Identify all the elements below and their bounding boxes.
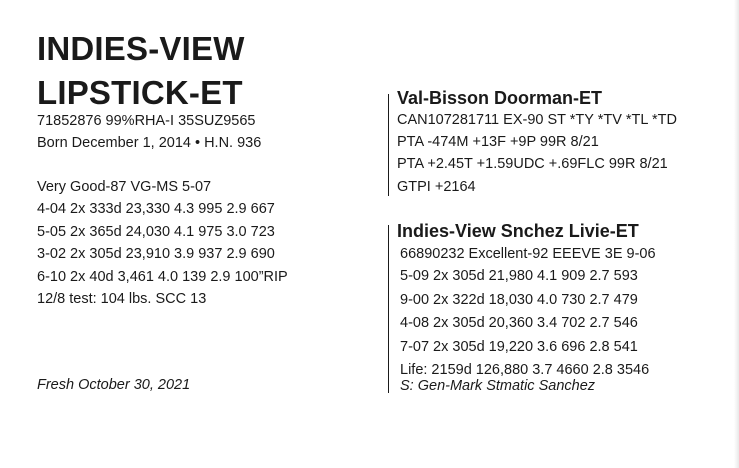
dam-life-line: Life: 2159d 126,880 3.7 4660 2.8 3546: [400, 362, 650, 378]
sire-name: Val-Bisson Doorman-ET: [397, 88, 603, 108]
fresh-line: Fresh October 30, 2021: [37, 377, 191, 393]
animal-name-line2: LIPSTICK-ET: [37, 74, 243, 111]
dam-lactation-row: 9-00 2x 322d 18,030 4.0 730 2.7 479: [400, 291, 638, 308]
classification-line: Very Good-87 VG-MS 5-07: [37, 179, 212, 195]
sire-pta-line: PTA +2.45T +1.59UDC +.69FLC 99R 8/21: [397, 156, 668, 172]
dam-bracket-line: [388, 225, 389, 393]
lactation-records: [37, 198, 288, 288]
sire-id-line: CAN107281711 EX-90 ST *TY *TV *TL *TD: [397, 112, 677, 128]
sire-pta-line: PTA -474M +13F +9P 99R 8/21: [397, 134, 599, 150]
lactation-row: 3-02 2x 305d 23,910 3.9 937 2.9 690: [37, 246, 275, 262]
test-line: 12/8 test: 104 lbs. SCC 13: [37, 291, 207, 307]
dam-id-line: 66890232 Excellent-92 EEEVE 3E 9-06: [400, 246, 656, 262]
dam-lactation-row: 7-07 2x 305d 19,220 3.6 696 2.8 541: [400, 338, 638, 355]
sire-gtpi-line: GTPI +2164: [397, 179, 476, 195]
dam-lactation-row: 5-09 2x 305d 21,980 4.1 909 2.7 593: [400, 268, 638, 284]
lactation-row: 6-10 2x 40d 3,461 4.0 139 2.9 100”RIP: [37, 268, 288, 285]
dam-name: Indies-View Snchez Livie-ET: [397, 221, 639, 241]
dam-lactation-records: [400, 265, 649, 383]
page-edge-shadow: [734, 0, 739, 468]
lactation-row: 5-05 2x 365d 24,030 4.1 975 3.0 723: [37, 223, 275, 240]
sire-bracket-line: [388, 94, 389, 196]
animal-name-line1: INDIES-VIEW: [37, 30, 245, 67]
lactation-row: 4-04 2x 333d 23,330 4.3 995 2.9 667: [37, 201, 275, 217]
dam-sire-line: S: Gen-Mark Stmatic Sanchez: [400, 378, 596, 394]
born-line: Born December 1, 2014 • H.N. 936: [37, 135, 262, 151]
dam-lactation-row: 4-08 2x 305d 20,360 3.4 702 2.7 546: [400, 315, 638, 331]
animal-id-line: 71852876 99%RHA-I 35SUZ9565: [37, 113, 256, 129]
